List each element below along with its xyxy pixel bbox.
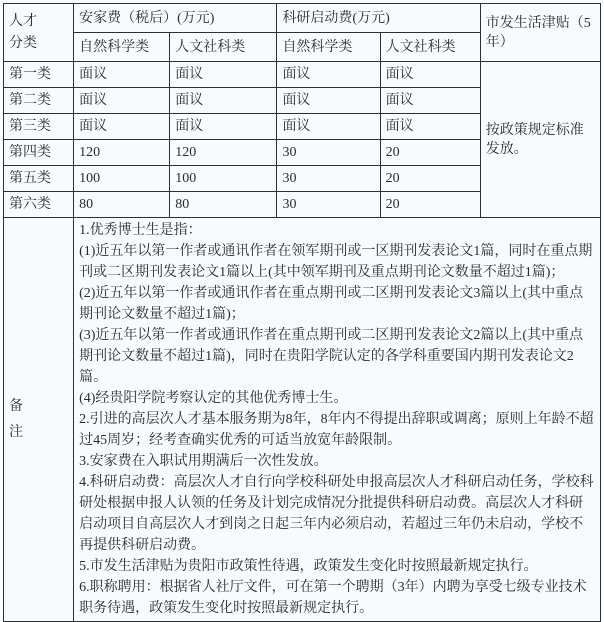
- remarks-label: 备注: [9, 398, 23, 440]
- category-cell: 第四类: [4, 140, 74, 166]
- value-cell: 面议: [170, 88, 277, 114]
- value-cell: 面议: [277, 88, 380, 114]
- remarks-content-cell: [74, 218, 601, 622]
- remark-line: 6.职称聘用：根据省人社厅文件，可在第一个聘期（3年）内聘为享受七级专业技术职务待遇，政策发生变化时按照最新规定执行。: [79, 580, 587, 616]
- value-cell: 面议: [74, 88, 170, 114]
- talent-category-label: 人才分类: [9, 13, 37, 51]
- header-settling-natural-science: 自然科学类: [74, 33, 170, 62]
- value-cell: 面议: [277, 62, 380, 88]
- value-cell: 30: [277, 140, 380, 166]
- value-cell: 20: [380, 140, 480, 166]
- remarks-row: [4, 218, 601, 622]
- header-research-humanities: 人文社科类: [380, 33, 480, 62]
- value-cell: 30: [277, 166, 380, 192]
- remark-line: (4)经贵阳学院考察认定的其他优秀博士生。: [79, 391, 348, 406]
- remark-line: (3)近五年以第一作者或通讯作者在重点期刊或二区期刊发表论文2篇以上(其中重点期刊论文数量不超过1篇)，同时在贵阳学院认定的各学科重要国内期刊发表论文2篇。: [79, 328, 584, 385]
- header-research-natural-science: 自然科学类: [277, 33, 380, 62]
- remark-line: 3.安家费在入职试用期满后一次性发放。: [79, 454, 328, 469]
- value-cell: 20: [380, 192, 480, 218]
- category-cell: 第五类: [4, 166, 74, 192]
- value-cell: 80: [74, 192, 170, 218]
- remark-line: 1.优秀博士生是指：: [79, 223, 202, 238]
- header-city-subsidy: 市发生活津贴（5年）: [480, 4, 600, 62]
- value-cell: 80: [170, 192, 277, 218]
- header-talent-category: [4, 4, 74, 62]
- value-cell: 面议: [74, 114, 170, 140]
- remark-line: 2.引进的高层次人才基本服务期为8年，8年内不得提出辞职或调离；原则上年龄不超过45周岁；经考查确实优秀的可适当放宽年龄限制。: [79, 412, 594, 448]
- value-cell: 100: [74, 166, 170, 192]
- category-cell: 第二类: [4, 88, 74, 114]
- value-cell: 120: [170, 140, 277, 166]
- value-cell: 120: [74, 140, 170, 166]
- value-cell: 100: [170, 166, 277, 192]
- remarks-label-cell: [4, 218, 74, 622]
- value-cell: 面议: [380, 114, 480, 140]
- header-research-fund: 科研启动费(万元): [277, 4, 480, 33]
- benefits-table: [3, 3, 601, 622]
- remark-line: (2)近五年以第一作者或通讯作者在重点期刊或二区期刊发表论文3篇以上(其中重点期刊论文数量不超过1篇)；: [79, 286, 584, 322]
- category-cell: 第三类: [4, 114, 74, 140]
- value-cell: 30: [277, 192, 380, 218]
- remark-line: (1)近五年以第一作者或通讯作者在领军期刊或一区期刊发表论文1篇，同时在重点期刊或二区期刊发表论文1篇以上(其中领军期刊及重点期刊论文数量不超过1篇)；: [79, 244, 593, 280]
- header-settling-allowance: 安家费（税后）(万元): [74, 4, 277, 33]
- value-cell: 20: [380, 166, 480, 192]
- value-cell: 面议: [380, 88, 480, 114]
- value-cell: 面议: [380, 62, 480, 88]
- remark-line: 5.市发生活津贴为贵阳市政策性待遇，政策发生变化时按照最新规定执行。: [79, 559, 538, 574]
- table-row-category-1: [4, 62, 601, 88]
- header-settling-humanities: 人文社科类: [170, 33, 277, 62]
- value-cell: 面议: [170, 62, 277, 88]
- subsidy-note-cell: 按政策规定标准发放。: [480, 62, 600, 218]
- remark-line: 4.科研启动费：高层次人才自行向学校科研处申报高层次人才科研启动任务，学校科研处根据申报人认领的任务及计划完成情况分批提供科研启动费。高层次人才科研启动项目自高层次人才到岗之日起三年内必须启动，若超过三年仍未启动，学校不再提供科研启动费。: [79, 475, 594, 553]
- value-cell: 面议: [170, 114, 277, 140]
- header-row-1: [4, 4, 601, 33]
- value-cell: 面议: [74, 62, 170, 88]
- category-cell: 第一类: [4, 62, 74, 88]
- category-cell: 第六类: [4, 192, 74, 218]
- value-cell: 面议: [277, 114, 380, 140]
